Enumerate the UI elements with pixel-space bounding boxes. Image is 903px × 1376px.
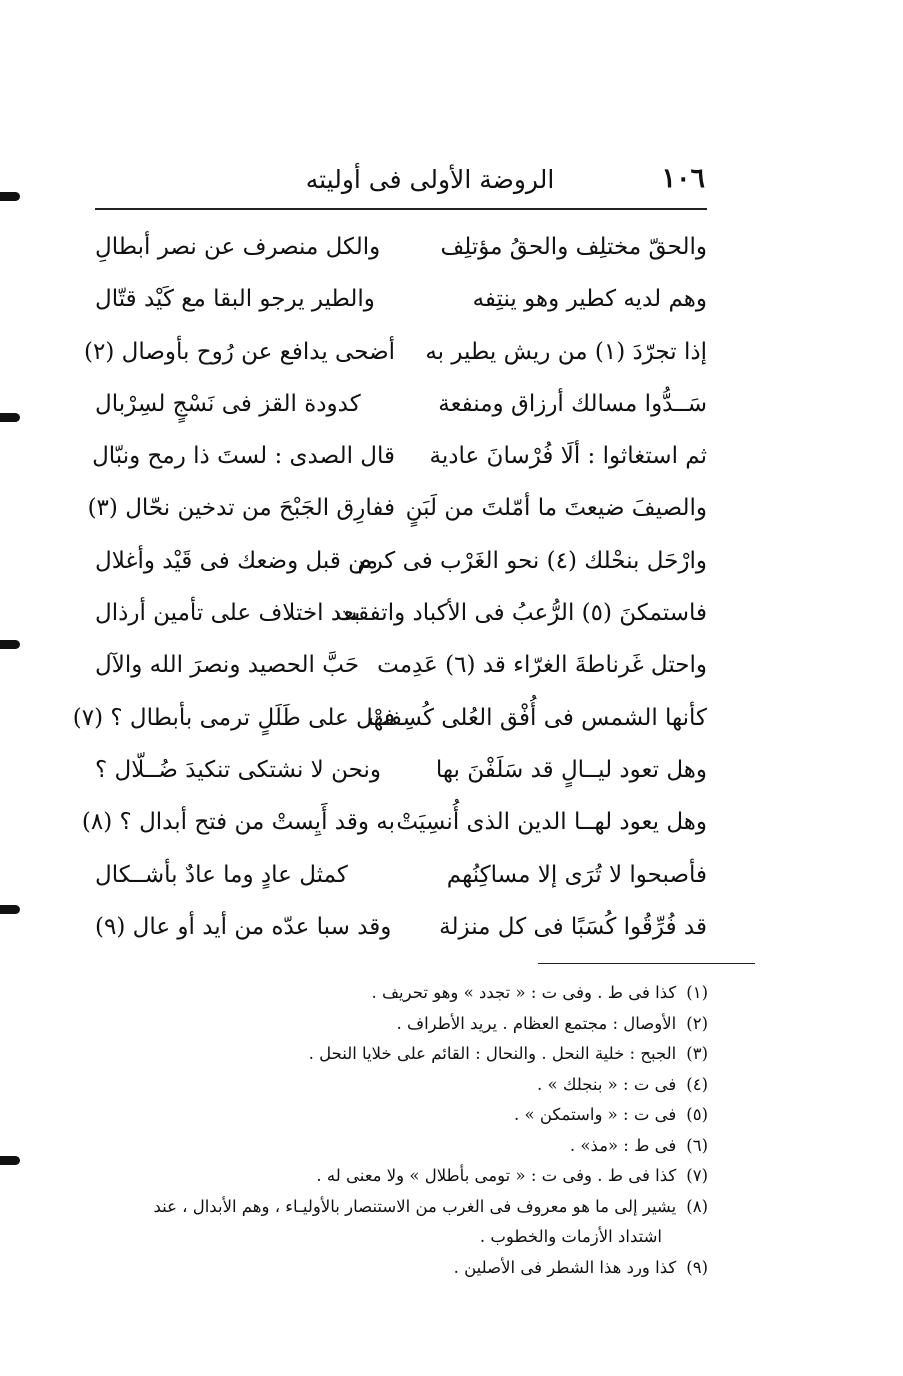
second-hemistich: به وقد أَيِستْ من فتح أبدال ؟ (٨)	[81, 809, 395, 836]
header-rule	[95, 208, 707, 210]
running-title: الروضة الأولى فى أوليته	[305, 165, 555, 194]
first-hemistich: واحتل غَرناطةَ الغرّاء قد (٦) عَدِمت	[377, 652, 707, 679]
first-hemistich: سَــدُّوا مسالك أرزاق ومنفعة	[438, 390, 707, 417]
second-hemistich: أضحى يدافع عن رُوح بأوصال (٢)	[84, 338, 395, 365]
footnote-number: (٧)	[686, 1166, 708, 1185]
footnote	[100, 1131, 708, 1162]
first-hemistich: كأنها الشمس فى أُفْق العُلى كُسِفتْ	[368, 704, 707, 731]
footnote	[100, 1192, 708, 1223]
footnote	[100, 978, 708, 1009]
first-hemistich: وارْحَل بنحْلك (٤) نحو الغَرْب فى كرم	[357, 547, 707, 574]
second-hemistich: فهل على طَلَلٍ ترمى بأبطال ؟ (٧)	[72, 704, 395, 731]
first-hemistich: ثم استغاثوا : ألَا فُرْسانَ عادية	[429, 443, 707, 470]
page-number: ١٠٦	[661, 163, 705, 194]
footnote-number: (٤)	[686, 1074, 708, 1094]
first-hemistich: إذا تجرّدَ (١) من ريش يطير به	[425, 338, 707, 365]
footnote-text: كذا ورد هذا الشطر فى الأصلين .	[453, 1257, 677, 1277]
verse-row	[84, 327, 707, 379]
footnote	[100, 1070, 708, 1101]
footnote	[100, 1161, 708, 1192]
footnote-number: (٩)	[686, 1257, 708, 1277]
first-hemistich: قد فُرِّقُوا كُسَبًا فى كل منزلة	[439, 913, 707, 940]
margin-binding-mark	[0, 640, 20, 649]
first-hemistich: وهل تعود ليــالٍ قد سَلَفْنَ بها	[435, 756, 707, 783]
footnote-text: فى ت : « بنجلك » .	[537, 1074, 677, 1094]
verse-row	[95, 745, 707, 797]
verse-row	[87, 483, 707, 535]
footnote-continuation: اشتداد الأزمات والخطوب .	[479, 1227, 662, 1246]
footnotes	[100, 978, 708, 1283]
footnote-number: (٣)	[686, 1044, 708, 1063]
margin-binding-mark	[0, 413, 20, 422]
footnote-rule	[538, 963, 755, 964]
verse-row	[81, 797, 707, 849]
verse-row	[92, 431, 707, 483]
running-head	[95, 163, 705, 203]
margin-binding-mark	[0, 192, 20, 201]
verse-row	[95, 222, 707, 274]
first-hemistich: وهم لديه كطير وهو ينتِفه	[472, 286, 707, 313]
first-hemistich: والصيفَ ضيعتَ ما أمّلتَ من لَبَنٍ	[405, 495, 707, 522]
second-hemistich: حَبَّ الحصيد ونصرَ الله والآل	[95, 652, 360, 679]
verse-row	[95, 640, 707, 692]
footnote	[100, 1039, 708, 1070]
verse-row	[72, 693, 707, 745]
second-hemistich: من قبل وضعك فى قَيْد وأغلال	[95, 547, 378, 574]
verse-row	[95, 379, 707, 431]
second-hemistich: بعد اختلاف على تأمين أرذال	[95, 600, 361, 627]
second-hemistich: قال الصدى : لستَ ذا رمح ونبّال	[92, 443, 395, 470]
margin-binding-mark	[0, 1156, 20, 1165]
poem-verses	[72, 222, 707, 954]
footnote-text: كذا فى ط . وفى ت : « تجدد » وهو تحريف .	[371, 983, 677, 1002]
footnote-text: الأوصال : مجتمع العظام . يريد الأطراف .	[396, 1013, 677, 1033]
second-hemistich: كدودة القز فى نَسْجٍ لسِرْبال	[95, 390, 361, 417]
footnote-number: (٢)	[686, 1013, 708, 1033]
second-hemistich: والطير يرجو البقا مع كَيْد قتّال	[95, 286, 375, 313]
verse-row	[95, 536, 707, 588]
verse-row	[95, 588, 707, 640]
verse-row	[95, 850, 707, 902]
footnote-number: (٥)	[686, 1105, 708, 1124]
second-hemistich: ففارِق الجَبْحَ من تدخين نحّال (٣)	[87, 495, 395, 522]
footnote	[100, 1009, 708, 1040]
footnote-number: (٦)	[686, 1135, 708, 1155]
second-hemistich: كمثل عادٍ وما عادٌ بأشــكال	[95, 861, 348, 888]
footnote-text: كذا فى ط . وفى ت : « تومى بأطلال » ولا معنى له .	[316, 1166, 677, 1185]
first-hemistich: والحقّ مختلِف والحقُ مؤتلِف	[440, 234, 707, 260]
footnote-number: (١)	[686, 983, 708, 1002]
footnote-text: فى ت : « واستمكن » .	[514, 1105, 677, 1124]
footnote-text: فى ط : «مذ» .	[569, 1135, 677, 1155]
first-hemistich: فأصبحوا لا تُرَى إلا مساكِنُهم	[446, 861, 707, 888]
footnote-text: يشير إلى ما هو معروف فى الغرب من الاستنصار بالأوليـاء ، وهم الأبدال ، عند	[153, 1196, 677, 1216]
verse-row	[95, 274, 707, 326]
second-hemistich: وقد سبا عدّه من أيد أو عال (٩)	[95, 913, 392, 940]
footnote-number: (٨)	[686, 1196, 708, 1216]
first-hemistich: وهل يعود لهــا الدين الذى أُنسِيَتْ	[396, 809, 707, 836]
footnote	[100, 1253, 708, 1284]
second-hemistich: ونحن لا نشتكى تنكيدَ ضُــلّال ؟	[95, 756, 381, 783]
second-hemistich: والكل منصرف عن نصر أبطالِ	[95, 234, 381, 260]
first-hemistich: فاستمكنَ (٥) الرُّعبُ فى الأكباد واتفقت	[335, 600, 707, 627]
footnote	[100, 1100, 708, 1131]
margin-binding-mark	[0, 905, 20, 914]
footnote-text: الجبح : خلية النحل . والنحال : القائم على خلايا النحل .	[308, 1044, 677, 1063]
verse-row	[95, 902, 707, 954]
